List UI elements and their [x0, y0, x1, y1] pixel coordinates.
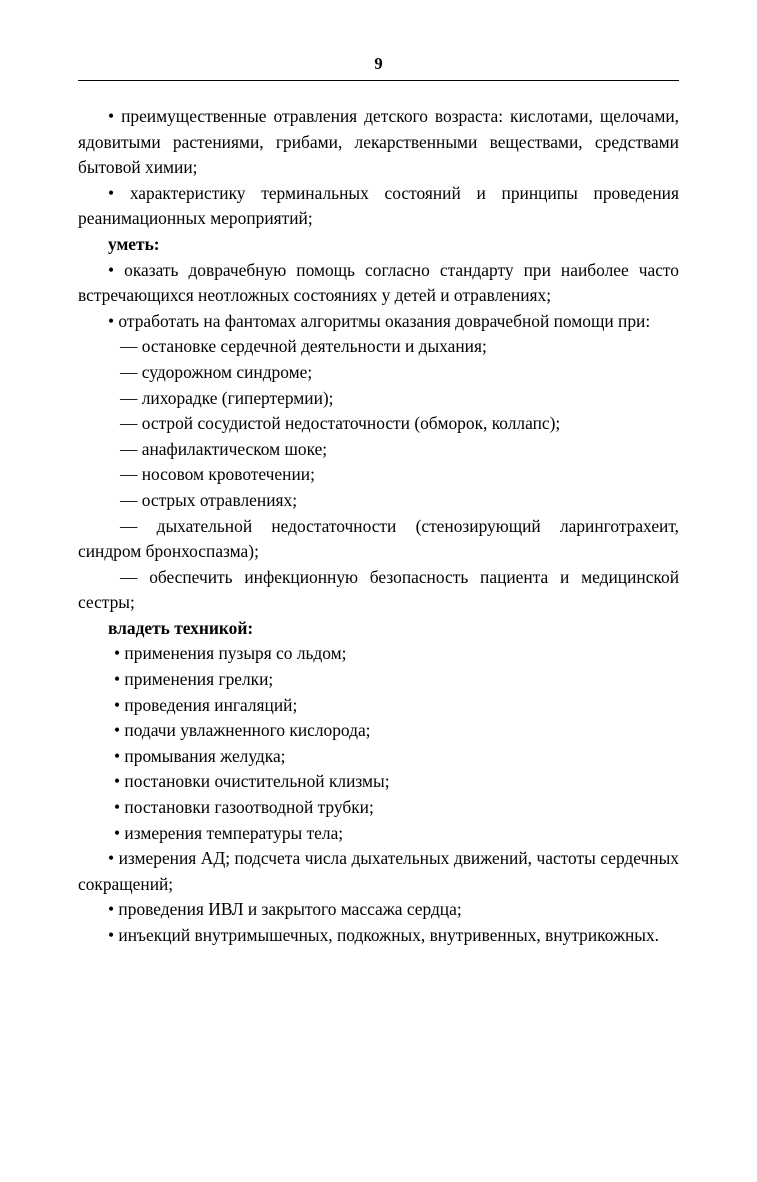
list-item: • применения грелки; [114, 669, 274, 690]
list-item: — обеспечить инфекционную безопасность пациента и медицинской сестры; [78, 566, 679, 613]
header-divider [78, 80, 679, 81]
page-number: 9 [374, 54, 383, 73]
list-item: • применения пузыря со льдом; [114, 643, 347, 664]
list-item: • измерения АД; подсчета числа дыхательных движений, частоты сердечных сокращений; [78, 848, 679, 894]
list-item: • оказать доврачебную помощь согласно стандарту при наиболее часто встречающихся неотложных состояниях у детей и отравлениях; [78, 259, 679, 306]
list-item: — носовом кровотечении; [120, 464, 315, 485]
list-item: • постановки газоотводной трубки; [114, 797, 374, 818]
list-item: — дыхательной недостаточности (стенозирующий ларинготрахеит, синдром бронхоспазма); [78, 515, 679, 562]
page-header [78, 56, 679, 74]
list-item: • проведения ИВЛ и закрытого массажа сердца; [108, 899, 462, 920]
list-item: • характеристику терминальных состояний и принципы проведения реанимационных мероприятий; [78, 182, 679, 229]
section-heading: владеть техникой: [108, 617, 254, 638]
list-item: • преимущественные отравления детского возраста: кислотами, щелочами, ядовитыми растениями, грибами, лекарственными веществами, средствами бытовой химии; [78, 106, 679, 178]
list-item: • инъекций внутримышечных, подкожных, внутривенных, внутрикожных. [108, 925, 660, 945]
list-item: — острой сосудистой недостаточности (обморок, коллапс); [120, 413, 561, 434]
section-heading: уметь: [108, 233, 160, 254]
list-item: — острых отравлениях; [120, 489, 298, 510]
list-item: — судорожном синдроме; [120, 361, 313, 382]
list-item: • проведения ингаляций; [114, 694, 298, 715]
list-item: • промывания желудка; [114, 745, 286, 766]
list-item: — лихорадке (гипертермии); [120, 387, 334, 408]
list-item: • отработать на фантомах алгоритмы оказания доврачебной помощи при: [108, 310, 651, 331]
list-item: — остановке сердечной деятельности и дыхания; [120, 336, 487, 357]
list-item: • постановки очистительной клизмы; [114, 771, 390, 792]
list-item: — анафилактическом шоке; [120, 438, 328, 459]
list-item: • измерения температуры тела; [114, 822, 344, 843]
list-item: • подачи увлажненного кислорода; [114, 720, 371, 741]
page-body [78, 104, 679, 949]
